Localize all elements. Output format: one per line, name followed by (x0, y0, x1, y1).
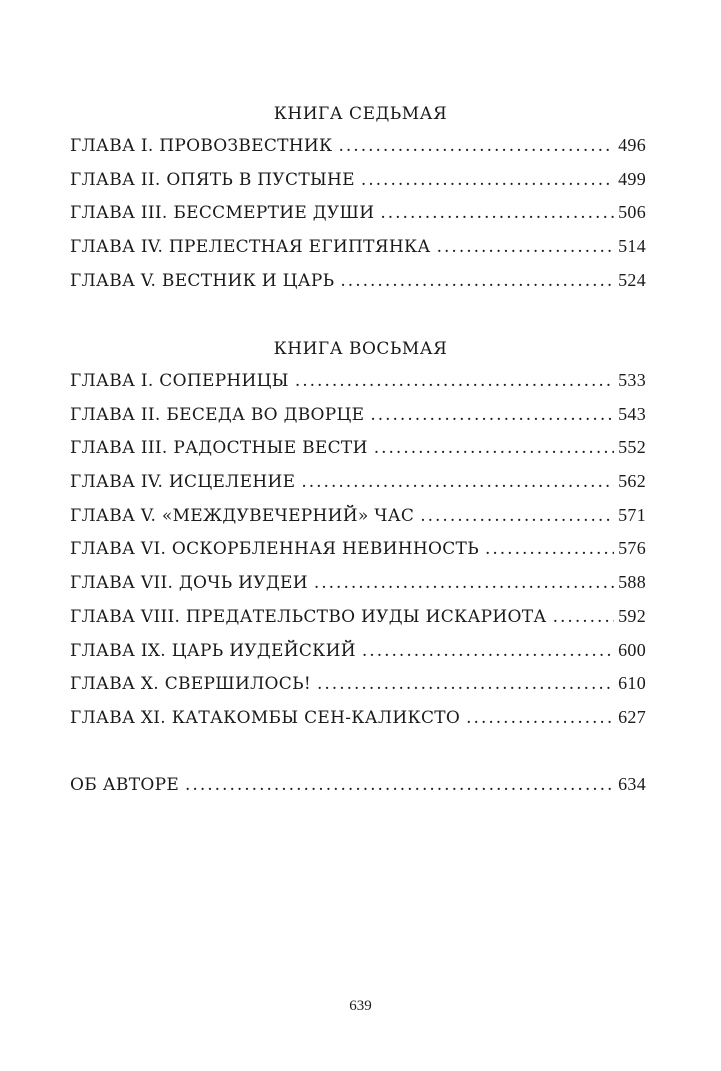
toc-entry-page: 552 (618, 437, 646, 458)
toc-leader-dots (295, 369, 614, 393)
toc-entry[interactable] (70, 671, 646, 705)
toc-leader-dots (380, 201, 614, 225)
toc-entry-page: 600 (618, 639, 646, 660)
toc-leader-dots (466, 706, 614, 730)
toc-entry-page: 592 (618, 605, 646, 626)
toc-entry[interactable] (70, 536, 646, 570)
toc-leader-dots (185, 773, 614, 797)
toc-entry-page: 496 (618, 135, 646, 155)
toc-entry-page: 576 (618, 538, 646, 559)
toc-entry-page: 524 (618, 269, 646, 290)
toc-entry-title: ГЛАВА V. «МЕЖДУВЕЧЕРНИЙ» ЧАС (70, 505, 415, 526)
toc-entry[interactable] (70, 503, 646, 537)
toc-entry[interactable] (70, 234, 646, 268)
toc-entry-title: ОБ АВТОРЕ (70, 775, 180, 795)
toc-entry[interactable] (70, 435, 646, 469)
toc-entry-title: ГЛАВА III. РАДОСТНЫЕ ВЕСТИ (70, 438, 368, 459)
toc-entry-page: 533 (618, 370, 646, 390)
toc-entry-title: ГЛАВА IV. ПРЕЛЕСТНАЯ ЕГИПТЯНКА (70, 237, 431, 258)
page-number: 639 (349, 998, 372, 1014)
toc-leader-dots (362, 639, 614, 663)
toc-entry[interactable] (70, 167, 646, 201)
toc-entry-about-author[interactable] (70, 772, 646, 806)
toc-leader-dots (361, 168, 614, 192)
toc-entry-title: ГЛАВА X. СВЕРШИЛОСЬ! (70, 674, 311, 695)
toc-entry-title: ГЛАВА III. БЕССМЕРТИЕ ДУШИ (70, 203, 375, 224)
toc-entry-title: ГЛАВА II. ОПЯТЬ В ПУСТЫНЕ (70, 169, 355, 190)
toc-leader-dots (420, 504, 614, 528)
toc-leader-dots (374, 436, 614, 460)
toc-entry-page: 506 (618, 202, 646, 223)
toc-entry[interactable] (70, 604, 646, 638)
toc-entry-page: 514 (618, 236, 646, 257)
toc-entry-title: ГЛАВА VIII. ПРЕДАТЕЛЬСТВО ИУДЫ ИСКАРИОТА (70, 606, 547, 627)
toc-entry-page: 499 (618, 168, 646, 189)
book-seven-toc (70, 133, 646, 301)
toc-entry[interactable] (70, 402, 646, 436)
toc-leader-dots (340, 269, 614, 293)
toc-entry[interactable] (70, 638, 646, 672)
book-seven-heading: КНИГА СЕДЬМАЯ (273, 104, 448, 124)
toc-leader-dots (370, 403, 614, 427)
toc-entry[interactable] (70, 368, 646, 402)
toc-entry[interactable] (70, 133, 646, 167)
toc-leader-dots (553, 605, 614, 629)
toc-entry-page: 627 (618, 706, 646, 727)
toc-entry[interactable] (70, 469, 646, 503)
toc-entry[interactable] (70, 570, 646, 604)
toc-entry-page: 543 (618, 403, 646, 424)
toc-entry-title: ГЛАВА VI. ОСКОРБЛЕННАЯ НЕВИННОСТЬ (70, 539, 479, 560)
toc-entry-title: ГЛАВА II. БЕСЕДА ВО ДВОРЦЕ (70, 404, 365, 425)
toc-entry[interactable] (70, 268, 646, 302)
book-eight-toc (70, 368, 646, 739)
toc-entry-title: ГЛАВА IV. ИСЦЕЛЕНИЕ (70, 472, 296, 493)
toc-leader-dots (301, 470, 614, 494)
toc-entry-title: ГЛАВА XI. КАТАКОМБЫ СЕН-КАЛИКСТО (70, 707, 461, 728)
toc-leader-dots (485, 537, 614, 561)
toc-entry-page: 571 (618, 504, 646, 525)
about-author-toc (70, 772, 646, 806)
toc-leader-dots (317, 672, 614, 696)
toc-entry-page: 588 (618, 572, 646, 593)
toc-leader-dots (437, 235, 614, 259)
toc-entry-page: 634 (618, 774, 646, 794)
toc-entry-title: ГЛАВА I. СОПЕРНИЦЫ (70, 371, 289, 391)
toc-entry[interactable] (70, 705, 646, 739)
toc-leader-dots (339, 134, 615, 158)
toc-entry-title: ГЛАВА IX. ЦАРЬ ИУДЕЙСКИЙ (70, 640, 356, 661)
book-eight-heading: КНИГА ВОСЬМАЯ (273, 339, 448, 359)
toc-entry[interactable] (70, 200, 646, 234)
toc-entry-title: ГЛАВА I. ПРОВОЗВЕСТНИК (70, 136, 333, 156)
toc-leader-dots (314, 571, 614, 595)
toc-entry-title: ГЛАВА VII. ДОЧЬ ИУДЕИ (70, 573, 308, 594)
toc-entry-title: ГЛАВА V. ВЕСТНИК И ЦАРЬ (70, 270, 335, 291)
toc-entry-page: 610 (618, 673, 646, 694)
toc-entry-page: 562 (618, 471, 646, 492)
